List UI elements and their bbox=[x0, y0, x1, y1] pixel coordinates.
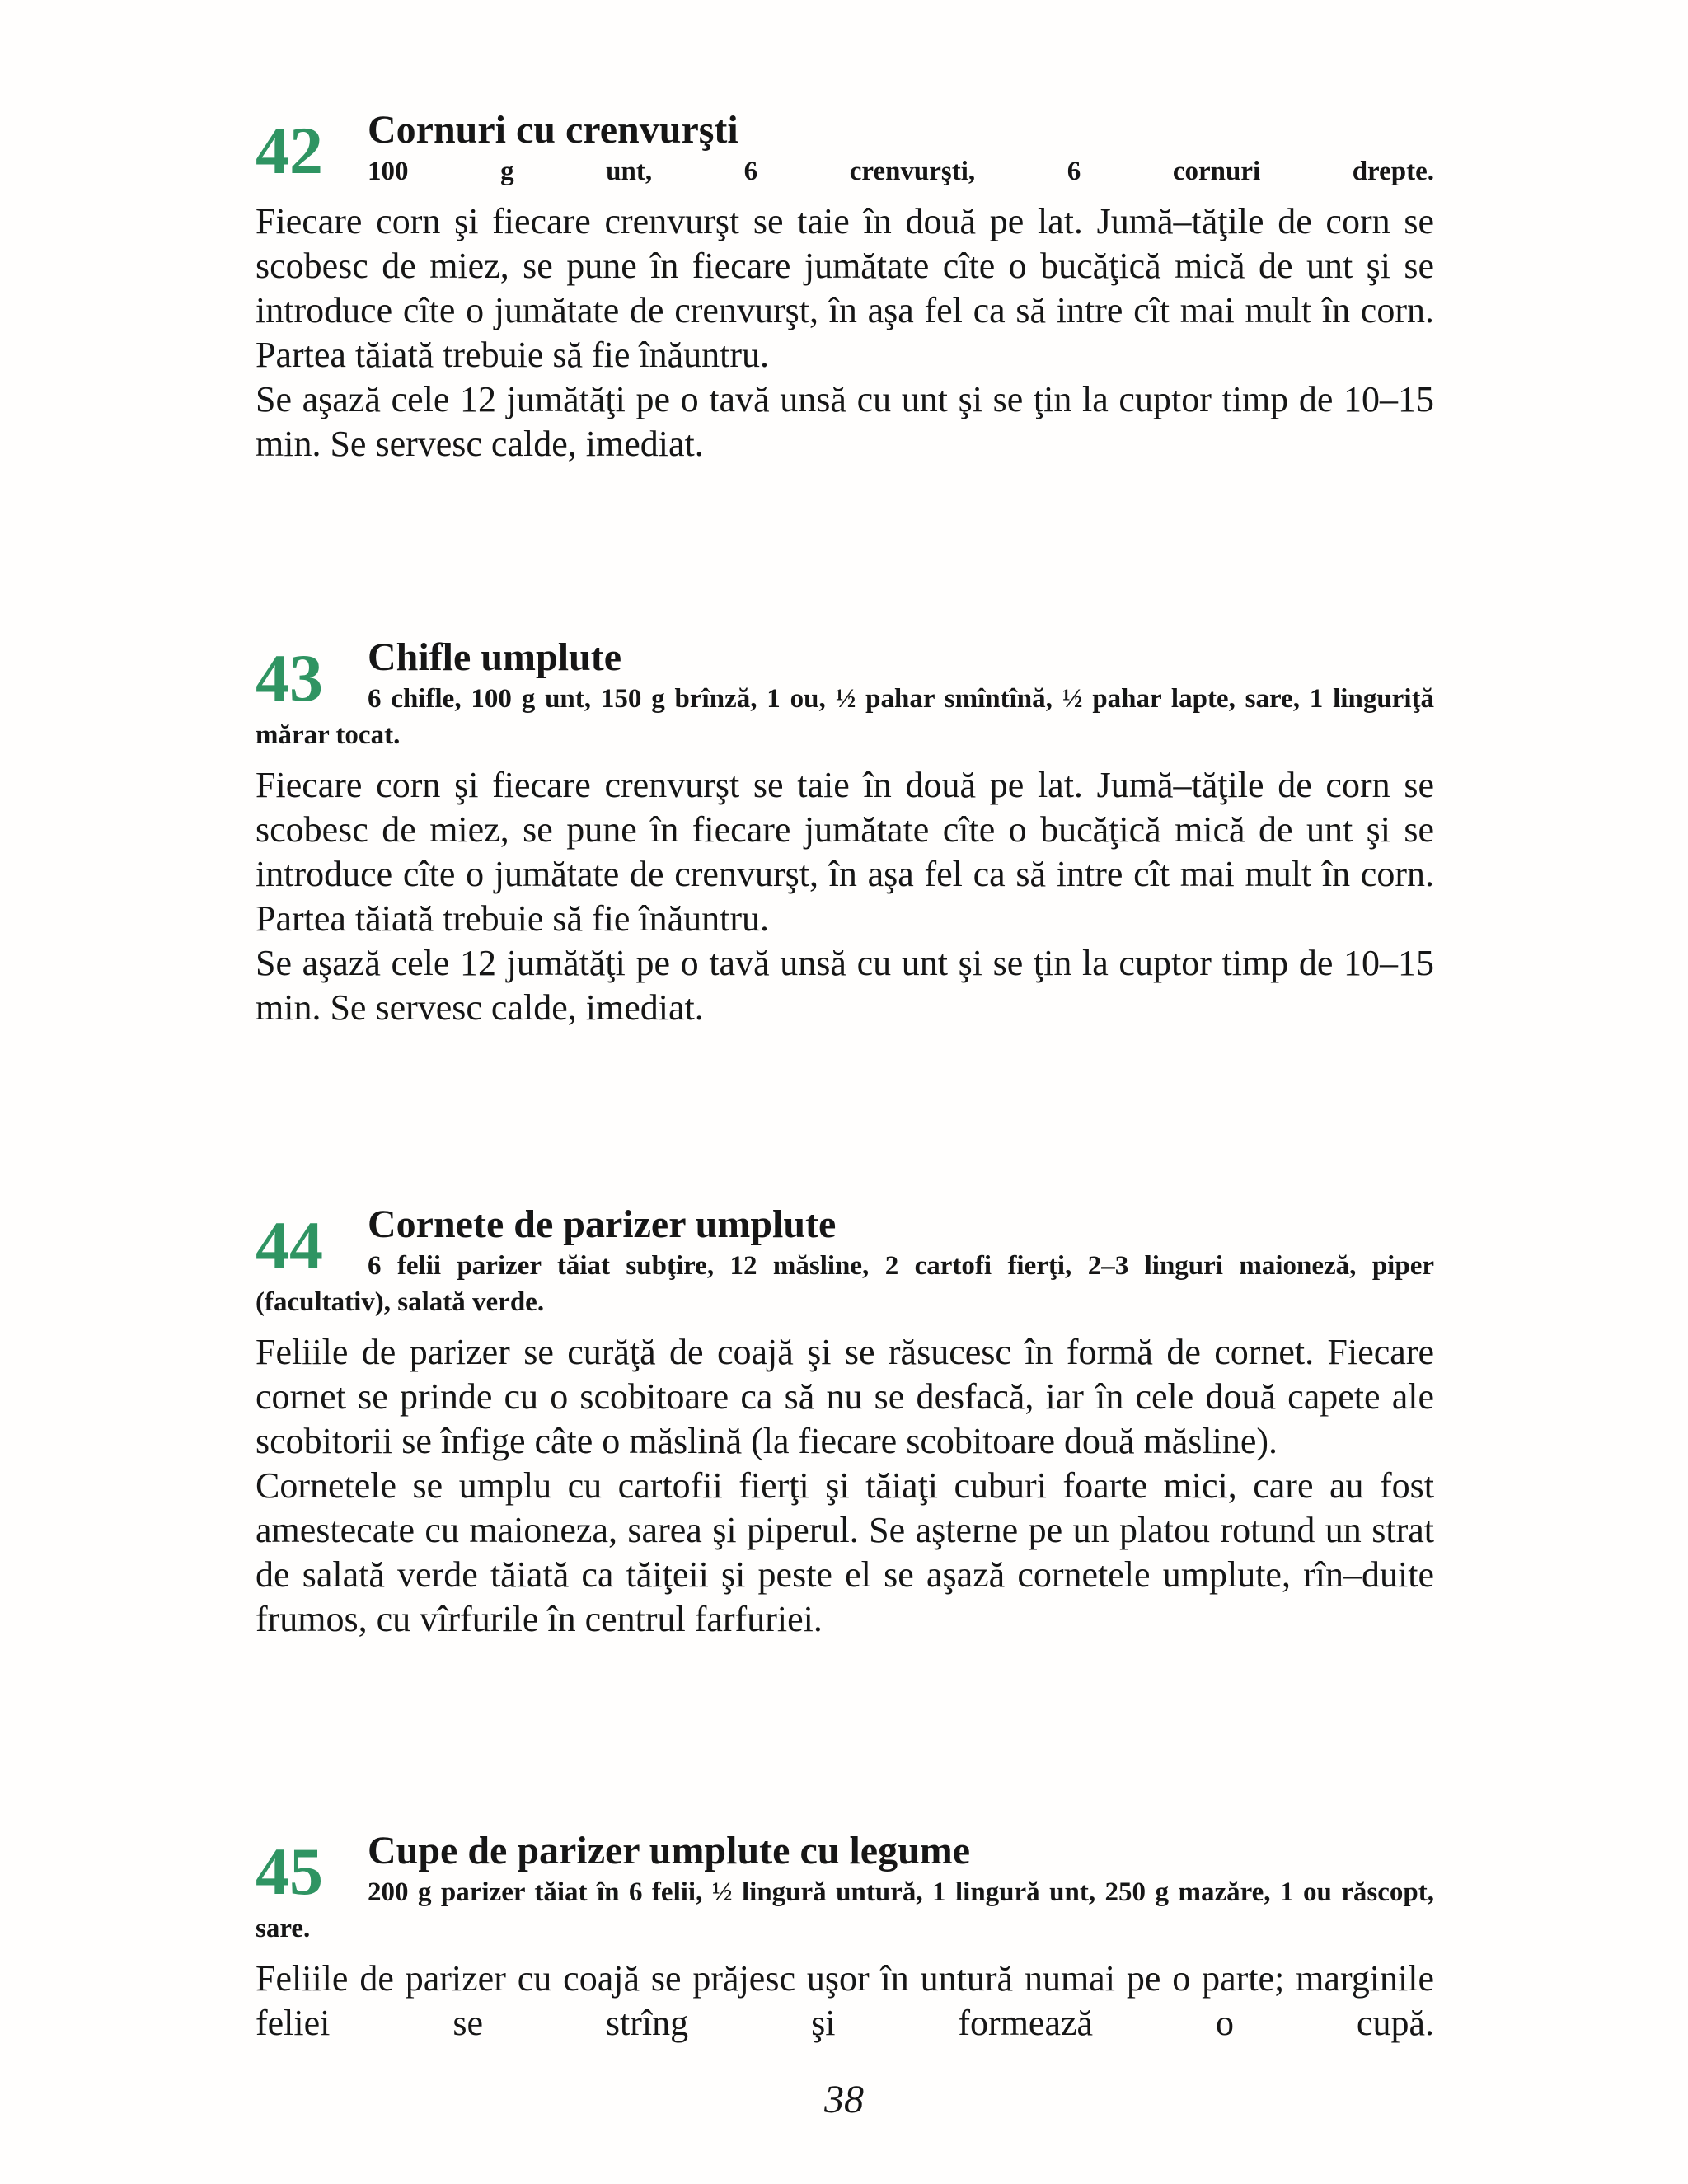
recipe-ingredients: 100 g unt, 6 crenvurşti, 6 cornuri drepte. bbox=[368, 157, 1434, 186]
recipe-header bbox=[256, 1203, 1434, 1320]
recipe-paragraph: Feliile de parizer se curăţă de coajă şi se răsucesc în formă de cornet. Fiecare cornet se prinde cu o scobitoare ca să nu se desfacă, iar în cele două capete ale scobitorii se înfige câte o măslină (la fiecare scobitoare două măsline). bbox=[256, 1332, 1434, 1461]
recipe-title: Cornuri cu crenvurşti bbox=[368, 108, 738, 152]
recipe-number: 45 bbox=[256, 1834, 323, 1909]
recipe-42 bbox=[256, 109, 1434, 466]
recipe-body bbox=[256, 199, 1434, 466]
recipe-body bbox=[256, 1957, 1434, 2046]
recipe-header bbox=[256, 1830, 1434, 1947]
recipe-title: Chifle umplute bbox=[368, 635, 622, 679]
recipe-number: 44 bbox=[256, 1207, 323, 1282]
recipe-number: 42 bbox=[256, 113, 323, 188]
recipe-body bbox=[256, 1330, 1434, 1642]
recipe-header bbox=[256, 636, 1434, 753]
recipe-paragraph: Cornetele se umplu cu cartofii fierţi şi tăiaţi cuburi foarte mici, care au fost amestecate cu maioneza, sarea şi piperul. Se aşterne pe un platou rotund un strat de salată verde tăiată ca tăiţeii şi peste el se aşază cornetele umplute, rîn–duite frumos, cu vîrfurile în centrul farfuriei. bbox=[256, 1465, 1434, 1639]
recipe-ingredients: 200 g parizer tăiat în 6 felii, ½ lingură untură, 1 lingură unt, 250 g mazăre, 1 ou răscopt, sare. bbox=[256, 1877, 1434, 1943]
recipe-title: Cornete de parizer umplute bbox=[368, 1202, 837, 1246]
recipe-title: Cupe de parizer umplute cu legume bbox=[368, 1829, 971, 1872]
recipe-ingredients: 6 chifle, 100 g unt, 150 g brînză, 1 ou, ½ pahar smîntînă, ½ pahar lapte, sare, 1 linguriţă mărar tocat. bbox=[256, 684, 1434, 750]
recipe-44 bbox=[256, 1203, 1434, 1642]
recipe-paragraph: Se aşază cele 12 jumătăţi pe o tavă unsă cu unt şi se ţin la cuptor timp de 10–15 min. Se servesc calde, imediat. bbox=[256, 379, 1434, 464]
page-number: 38 bbox=[824, 2078, 864, 2121]
recipe-ingredients: 6 felii parizer tăiat subţire, 12 măsline, 2 cartofi fierţi, 2–3 linguri maioneză, piper (facultativ), salată verde. bbox=[256, 1251, 1434, 1317]
recipe-body bbox=[256, 763, 1434, 1030]
recipe-number: 43 bbox=[256, 640, 323, 715]
recipe-paragraph: Se aşază cele 12 jumătăţi pe o tavă unsă cu unt şi se ţin la cuptor timp de 10–15 min. Se servesc calde, imediat. bbox=[256, 943, 1434, 1028]
recipe-header bbox=[256, 109, 1434, 190]
recipe-paragraph: Feliile de parizer cu coajă se prăjesc uşor în untură numai pe o parte; marginile feliei se strîng şi formează o cupă. bbox=[256, 1958, 1434, 2043]
recipe-43 bbox=[256, 636, 1434, 1030]
recipe-45 bbox=[256, 1830, 1434, 2046]
recipe-paragraph: Fiecare corn şi fiecare crenvurşt se taie în două pe lat. Jumă–tăţile de corn se scobesc de miez, se pune în fiecare jumătate cîte o bucăţică mică de unt şi se introduce cîte o jumătate de crenvurşt, în aşa fel ca să intre cît mai mult în corn. Partea tăiată trebuie să fie înăuntru. bbox=[256, 201, 1434, 375]
recipe-paragraph: Fiecare corn şi fiecare crenvurşt se taie în două pe lat. Jumă–tăţile de corn se scobesc de miez, se pune în fiecare jumătate cîte o bucăţică mică de unt şi se introduce cîte o jumătate de crenvurşt, în aşa fel ca să intre cît mai mult în corn. Partea tăiată trebuie să fie înăuntru. bbox=[256, 765, 1434, 939]
